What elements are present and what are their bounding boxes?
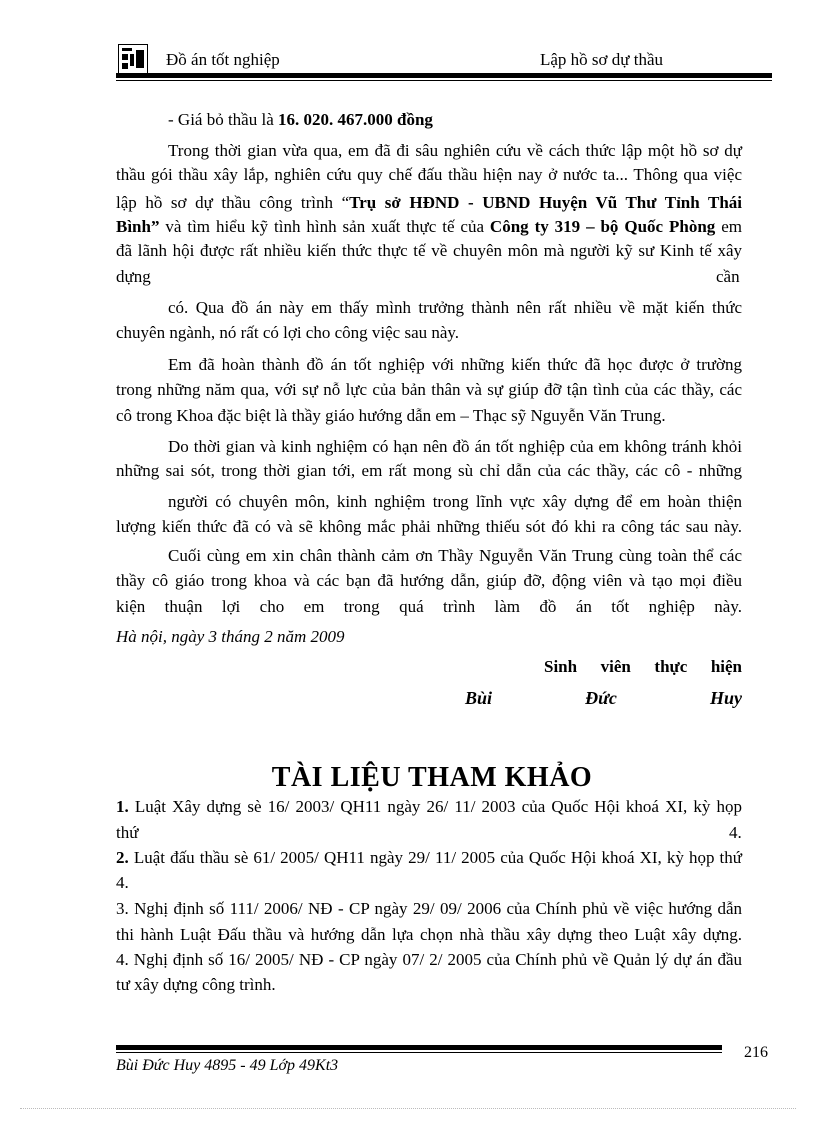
para1-line6a: dựng [116, 267, 151, 286]
header-right-title: Lập hồ sơ dự thầu [540, 50, 664, 69]
signature-name: Bùi Đức Huy [465, 688, 742, 708]
para1-line6b: cần [716, 267, 740, 286]
footer-author-line: Bùi Đức Huy 4895 - 49 Lớp 49Kt3 [116, 1057, 339, 1074]
para1-line3: lập hồ sơ dự thầu công trình “Trụ sở HĐND - UBND Huyện Vũ Thư Tỉnh Thái [116, 193, 742, 212]
para1-line8: chuyên ngành, nó rất có lợi cho công việc sau này. [116, 323, 460, 342]
reference-item-4-line2: tư xây dựng công trình. [116, 975, 276, 994]
para3-line2: những sai sót, trong thời gian tới, em rất mong sù chỉ dẫn của các thầy, các cô - những [116, 461, 742, 480]
para3-line3: người có chuyên môn, kinh nghiệm trong lĩnh vực xây dựng để em hoàn thiện [168, 492, 742, 511]
para1-line4: Bình” và tìm hiểu kỹ tình hình sản xuất thực tế của Công ty 319 – bộ Quốc Phòng em [116, 217, 742, 236]
para1-line2: thầu gói thầu xây lắp, nghiên cứu quy chế đấu thầu hiện nay ở nước ta... Thông qua việc [116, 165, 742, 184]
para4-line1: Cuối cùng em xin chân thành cảm ơn Thầy Nguyễn Văn Trung cùng toàn thể các [168, 546, 742, 565]
footer-rule [116, 1045, 722, 1050]
reference-item-1-line1: 1. Luật Xây dựng sè 16/ 2003/ QH11 ngày 26/ 11/ 2003 của Quốc Hội khoá XI, kỳ họp [116, 797, 742, 816]
page-number: 216 [744, 1044, 768, 1061]
para1-line1: Trong thời gian vừa qua, em đã đi sâu nghiên cứu về cách thức lập một hồ sơ dự [168, 141, 742, 160]
para2-line2: trong những năm qua, với sự nỗ lực của bản thân và sự giúp đỡ tận tình của các thầy, các [116, 380, 742, 399]
para3-line4: lượng kiến thức đã có và sẽ không mắc phải những thiếu sót đó khi ra công tác sau này. [116, 517, 742, 536]
signature-label: Sinh viên thực hiện [544, 657, 742, 676]
para4-line2: thầy cô giáo trong khoa và các bạn đã hướng dẫn, giúp đỡ, động viên và tạo mọi điều [116, 571, 742, 590]
reference-item-2-line1: 2. Luật đấu thầu sè 61/ 2005/ QH11 ngày 29/ 11/ 2005 của Quốc Hội khoá XI, kỳ họp thứ [116, 848, 742, 867]
date-line: Hà nội, ngày 3 tháng 2 năm 2009 [116, 627, 345, 646]
bid-price-prefix: - Giá bỏ thầu là [168, 110, 278, 129]
para1-line5: đã lãnh hội được rất nhiều kiến thức thực tế về chuyên môn mà người kỹ sư Kinh tế xây [116, 241, 742, 260]
reference-item-2-line2: 4. [116, 873, 129, 892]
page-bottom-divider [20, 1108, 796, 1109]
document-logo-icon [118, 44, 148, 74]
reference-item-3-line1: 3. Nghị định số 111/ 2006/ NĐ - CP ngày 29/ 09/ 2006 của Chính phủ về việc hướng dẫn [116, 899, 742, 918]
header-rule [116, 73, 772, 78]
para2-line1: Em đã hoàn thành đồ án tốt nghiệp với những kiến thức đã học được ở trường [168, 355, 742, 374]
references-title: TÀI LIỆU THAM KHẢO [271, 762, 593, 793]
header-rule-thin [116, 80, 772, 81]
para2-line3: cô trong Khoa đặc biệt là thầy giáo hướng dẫn em – Thạc sỹ Nguyễn Văn Trung. [116, 406, 666, 425]
bid-price-line [168, 110, 433, 130]
header-left-title: Đồ án tốt nghiệp [166, 50, 280, 69]
para4-line3: kiện thuận lợi cho em trong quá trình làm đồ án tốt nghiệp này. [116, 597, 742, 616]
footer-rule-thin [116, 1052, 722, 1053]
reference-item-3-line2: thi hành Luật Đấu thầu và hướng dẫn lựa chọn nhà thầu xây dựng theo Luật xây dựng. [116, 925, 742, 944]
reference-item-1-line2b: 4. [729, 823, 742, 842]
para1-line7: có. Qua đồ án này em thấy mình trưởng thành nên rất nhiều về mặt kiến thức [168, 298, 742, 317]
bid-price-value: 16. 020. 467.000 đồng [278, 110, 433, 129]
reference-item-4-line1: 4. Nghị định số 16/ 2005/ NĐ - CP ngày 07/ 2/ 2005 của Chính phủ về Quản lý dự án đầu [116, 950, 742, 969]
reference-item-1-line2a: thứ [116, 823, 139, 842]
para3-line1: Do thời gian và kinh nghiệm có hạn nên đồ án tốt nghiệp của em không tránh khỏi [168, 437, 742, 456]
